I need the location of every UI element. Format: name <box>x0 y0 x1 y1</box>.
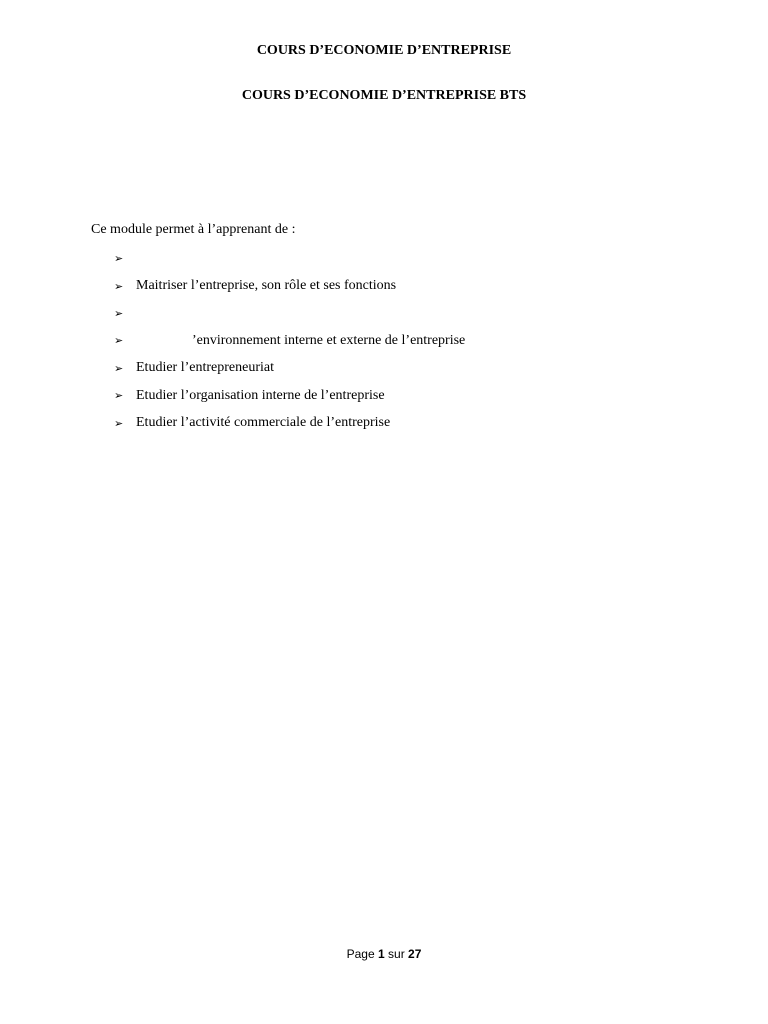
list-item <box>114 272 465 299</box>
arrowhead-bullet-icon: ➢ <box>114 361 124 375</box>
arrowhead-bullet-icon: ➢ <box>114 252 124 266</box>
arrowhead-bullet-icon: ➢ <box>114 306 124 320</box>
page-number: 1 <box>377 947 385 961</box>
arrowhead-bullet-icon: ➢ <box>114 389 124 403</box>
intro-text: Ce module permet à l’apprenant de : <box>91 222 296 237</box>
objectives-list <box>114 245 465 437</box>
list-item-text: Maitriser l’entreprise, son rôle et ses fonctions <box>136 278 397 294</box>
list-item-text: ’environnement interne et externe de l’entreprise <box>192 332 466 348</box>
list-item-text: Etudier l’entrepreneuriat <box>136 360 274 376</box>
page-label: Page <box>346 947 375 961</box>
arrowhead-bullet-icon: ➢ <box>114 416 124 430</box>
page-footer <box>0 946 768 962</box>
list-item-text: Etudier l’activité commerciale de l’entreprise <box>136 415 391 431</box>
list-item <box>114 245 465 272</box>
list-item <box>114 382 465 409</box>
list-item <box>114 300 465 327</box>
list-item-text: Etudier l’organisation interne de l’entreprise <box>136 387 385 403</box>
list-item <box>114 355 465 382</box>
document-title: COURS D’ECONOMIE D’ENTREPRISE <box>256 43 512 58</box>
of-label: sur <box>388 947 405 961</box>
list-item <box>114 327 465 354</box>
arrowhead-bullet-icon: ➢ <box>114 334 124 348</box>
document-subtitle: COURS D’ECONOMIE D’ENTREPRISE BTS <box>241 88 527 103</box>
total-pages: 27 <box>408 947 422 961</box>
list-item <box>114 409 465 436</box>
arrowhead-bullet-icon: ➢ <box>114 279 124 293</box>
